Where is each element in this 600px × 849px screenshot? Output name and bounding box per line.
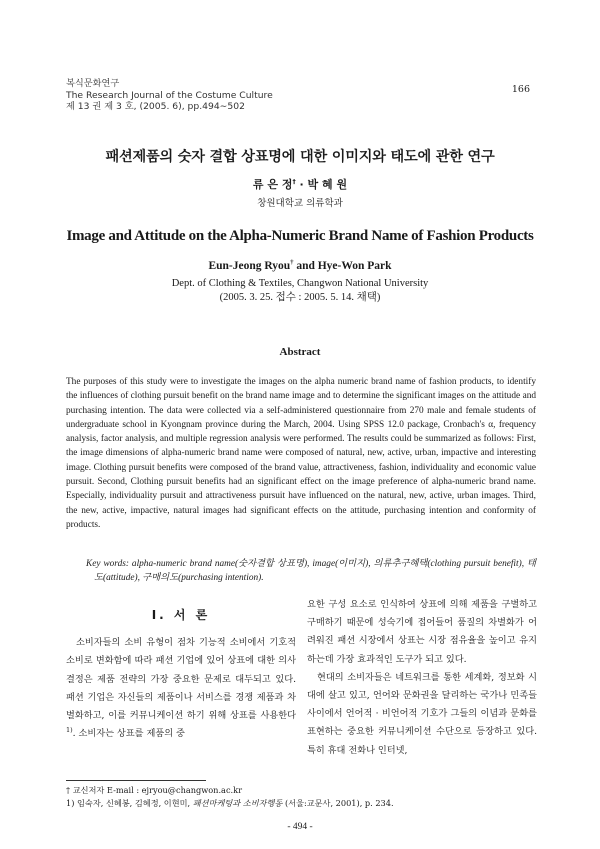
corresponding-dagger-en: † bbox=[290, 259, 294, 267]
affiliation-korean: 창원대학교 의류학과 bbox=[257, 198, 343, 209]
keywords: Key words: alpha-numeric brand name(숫자결합 상표명), image(이미지), 의류추구혜택(clothing pursuit benefit), 태도(attitude), 구매의도(purchasing intention). bbox=[86, 559, 536, 584]
abstract-text: The purposes of this study were to investigate the images on the alpha numeric brand name of fashion products, to identify the influences of clothing pursuit benefit on the brand name image and to determine the significant images on the attitude and purchasing intention. The data were collected via a self-administered questionnaire from 270 male and female students of undergraduate school in Kyongnam province during the March, 2004. Using SPSS 12.0 package, Cronbach's α, frequency analysis, factor analysis, and multiple regression analysis were performed. The results could be summarized as follows: First, the image dimensions of alpha-numeric brand name were composed of natural, new, active, urban, impactive and interesting image. Clothing pursuit benefits were composed of the brand value, attractiveness, fashion, individuality and economic value pursuit. Second, Clothing pursuit benefits had an significant effect on the image preference of alpha-numeric brand name. Especially, individuality pursuit and attractiveness pursuit have influenced on the natural, new, active, urban images. Third, the new, active, impactive, natural images had significant effects on the attitude, purchasing intention and conformity of products. bbox=[66, 377, 536, 530]
authors-english bbox=[0, 260, 600, 272]
reference-1-authors: 1) 임숙자, 신혜봉, 김혜정, 이현미, bbox=[66, 798, 193, 808]
journal-name-ko: 복식문화연구 bbox=[66, 78, 120, 89]
author-connector: and bbox=[293, 260, 318, 272]
footnotes bbox=[66, 784, 394, 810]
journal-header bbox=[66, 78, 273, 113]
abstract-heading: Abstract bbox=[279, 346, 321, 358]
intro-paragraph-1-text: 소비자들의 소비 유형이 점차 기능적 소비에서 기호적 소비로 변화함에 따라 패션 기업에 있어 상표에 대한 의사 결정은 제품 전략의 가장 중요한 문제로 대두되고 있다. 패션 기업은 자신들의 제품이나 서비스를 경쟁 제품과 차별화하고, 이를 커뮤니케이션 하기 위해 상표를 사용한다 bbox=[66, 637, 296, 722]
reference-footnote-1 bbox=[66, 797, 394, 810]
volume-info: 제 13 권 제 3 호, (2005. 6), pp.494∼502 bbox=[66, 101, 245, 113]
author-separator: · bbox=[295, 178, 308, 191]
title-korean: 패션제품의 숫자 결합 상표명에 대한 이미지와 태도에 관한 연구 bbox=[105, 149, 495, 165]
page-number-top: 166 bbox=[511, 84, 530, 95]
authors-korean bbox=[0, 176, 600, 192]
affiliation-english bbox=[0, 277, 600, 305]
author-1-ko: 류 은 정 bbox=[252, 178, 293, 191]
title-english: Image and Attitude on the Alpha-Numeric Brand Name of Fashion Products bbox=[66, 228, 534, 244]
journal-name-en: The Research Journal of the Costume Culture bbox=[66, 89, 273, 101]
author-2-en: Hye-Won Park bbox=[317, 260, 392, 272]
corresponding-dagger: † bbox=[292, 177, 296, 186]
author-1-en: Eun-Jeong Ryou bbox=[208, 260, 291, 272]
intro-paragraph-2: 현대의 소비자들은 네트워크를 통한 세계화, 정보화 시대에 살고 있고, 언어와 문화권을 달리하는 국가나 민족들 사이에서 언어적 · 비언어적 기호가 그들의 이념과 문화를 표현하는 중요한 커뮤니케이션 수단으로 등장하고 있다. 특히 휴대 전화나 인터넷, bbox=[307, 671, 537, 756]
intro-paragraph-1-tail: . 소비자는 상표를 제품의 중 bbox=[72, 728, 185, 740]
author-2-ko: 박 혜 원 bbox=[307, 178, 348, 191]
page-number-bottom: - 494 - bbox=[287, 822, 313, 832]
department: Dept. of Clothing & Textiles, Changwon National University bbox=[171, 278, 429, 289]
corresponding-author-footnote: † 교신저자 E-mail : ejryou@changwon.ac.kr bbox=[66, 785, 243, 795]
intro-paragraph-1-continued: 요한 구성 요소로 인식하여 상표에 의해 제품을 구별하고 구매하기 때문에 성숙기에 접어들어 품질의 차별화가 어려워진 패션 시장에서 상표는 시장 점유율을 높이고 유지하는데 가장 효과적인 도구가 되고 있다. bbox=[307, 599, 537, 665]
left-column bbox=[66, 596, 296, 743]
submission-dates: (2005. 3. 25. 접수 : 2005. 5. 14. 채택) bbox=[219, 292, 381, 303]
footnote-divider bbox=[66, 780, 206, 781]
reference-1-publisher: (서울:교문사, 2001), p. 234. bbox=[282, 798, 394, 808]
footnote-ref-1: 1) bbox=[66, 726, 73, 735]
reference-1-title: 패션마케팅과 소비자행동 bbox=[192, 798, 283, 808]
section-heading-introduction: Ⅰ. 서 론 bbox=[151, 608, 211, 622]
right-column bbox=[307, 596, 537, 760]
intro-paragraph-1 bbox=[66, 634, 296, 743]
